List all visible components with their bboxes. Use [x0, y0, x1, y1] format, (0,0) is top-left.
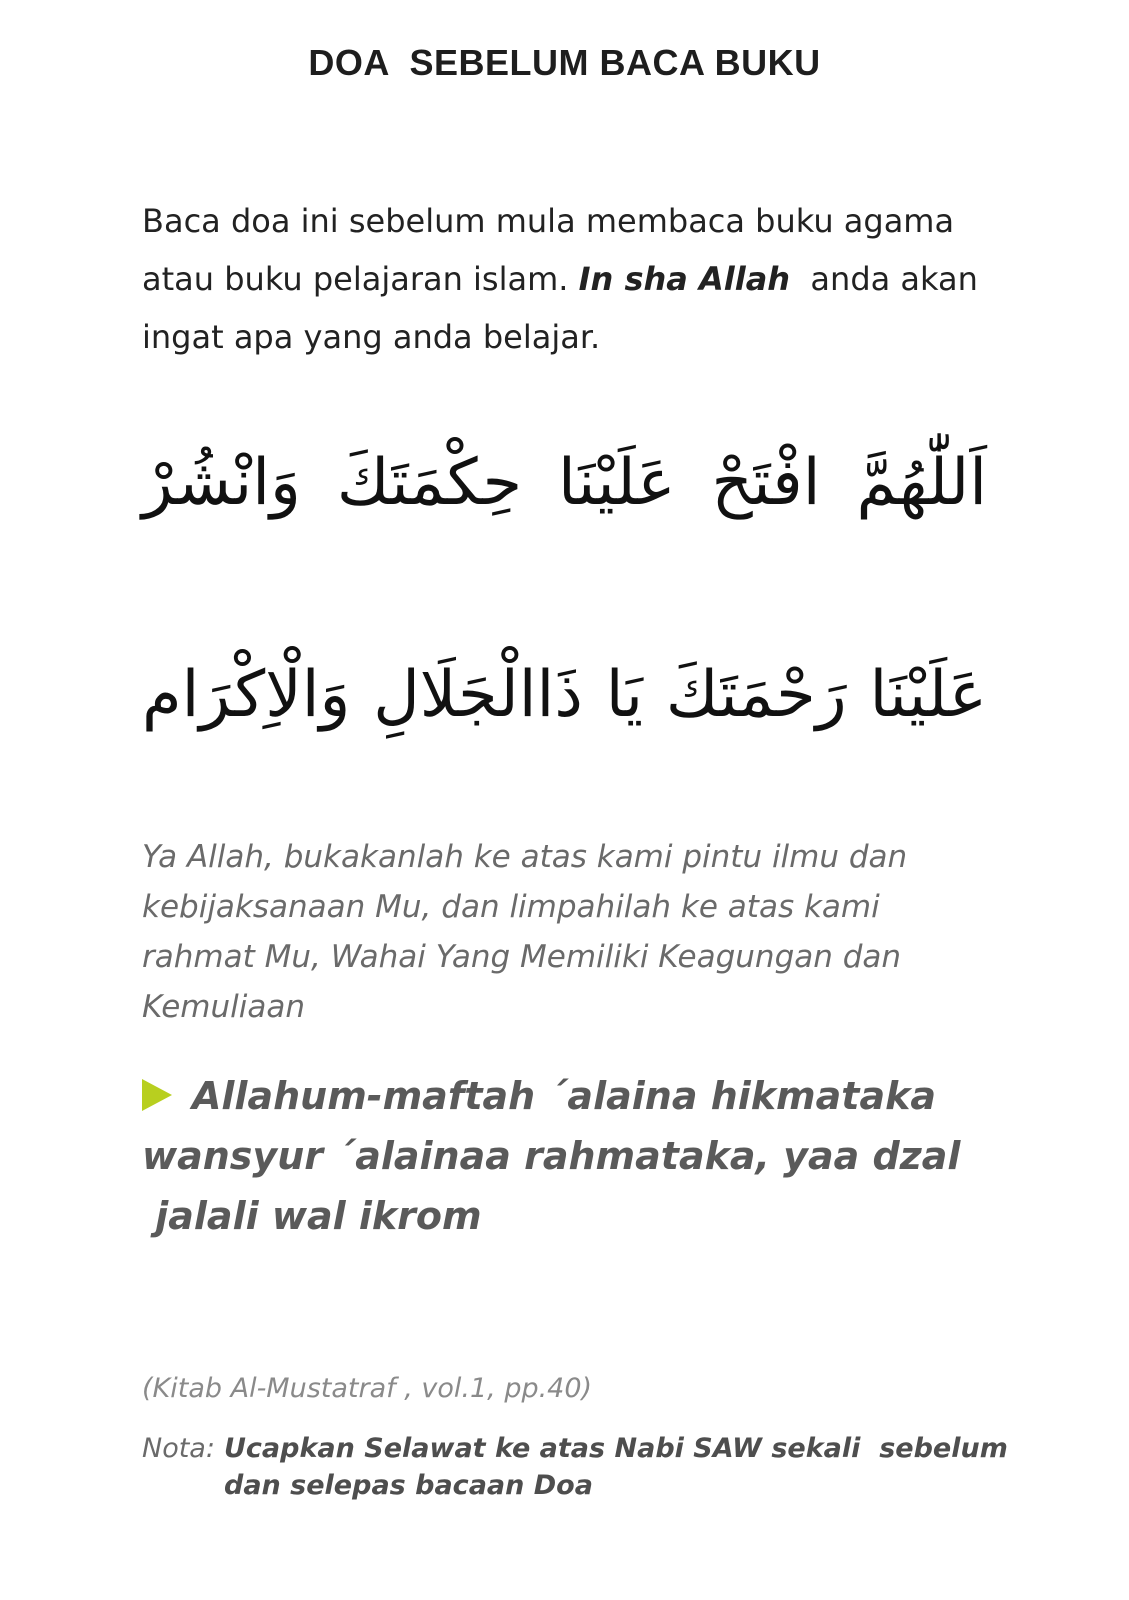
transliteration-line-1	[142, 1066, 1002, 1126]
translation-line-2: kebijaksanaan Mu, dan limpahilah ke atas kami	[142, 889, 880, 925]
play-triangle-icon	[142, 1079, 172, 1111]
note-body	[224, 1430, 1014, 1504]
intro-line-1: Baca doa ini sebelum mula membaca buku agama	[142, 202, 955, 240]
transliteration-line-3: jalali wal ikrom	[142, 1194, 482, 1238]
in-sha-allah-emphasis: In sha Allah	[578, 260, 791, 298]
transliteration-line-1-text: Allahum-maftah ´alaina hikmataka	[192, 1074, 937, 1118]
intro-line-3: ingat apa yang anda belajar.	[142, 318, 601, 356]
transliteration-paragraph	[142, 1066, 1002, 1246]
page-title: DOA SEBELUM BACA BUKU	[308, 42, 821, 83]
note-line-1: Ucapkan Selawat ke atas Nabi SAW sekali sebelum	[224, 1433, 1008, 1464]
intro-line-2	[142, 250, 1002, 308]
translation-paragraph	[142, 832, 1002, 1032]
note-label: Nota:	[142, 1433, 215, 1464]
translation-line-3: rahmat Mu, Wahai Yang Memiliki Keagungan dan	[142, 939, 902, 975]
intro-line-2-tail: anda akan	[790, 260, 978, 298]
arabic-prayer-line-1: اَللّٰهُمَّ افْتَحْ عَلَيْنَا حِكْمَتَكَ وَانْشُرْ	[142, 446, 987, 520]
transliteration-line-2: wansyur ´alainaa rahmataka, yaa dzal	[142, 1134, 961, 1178]
intro-paragraph	[142, 192, 1002, 366]
translation-line-1: Ya Allah, bukakanlah ke atas kami pintu ilmu dan	[142, 839, 908, 875]
note-line-2: dan selepas bacaan Doa	[224, 1470, 593, 1501]
translation-line-4: Kemuliaan	[142, 989, 306, 1025]
arabic-prayer-line-2: عَلَيْنَا رَحْمَتَكَ يَا ذَاالْجَلَالِ وَالْاِكْرَام	[142, 658, 987, 732]
intro-line-2-text: atau buku pelajaran islam.	[142, 260, 579, 298]
source-reference: (Kitab Al-Mustatraf , vol.1, pp.40)	[142, 1373, 593, 1404]
